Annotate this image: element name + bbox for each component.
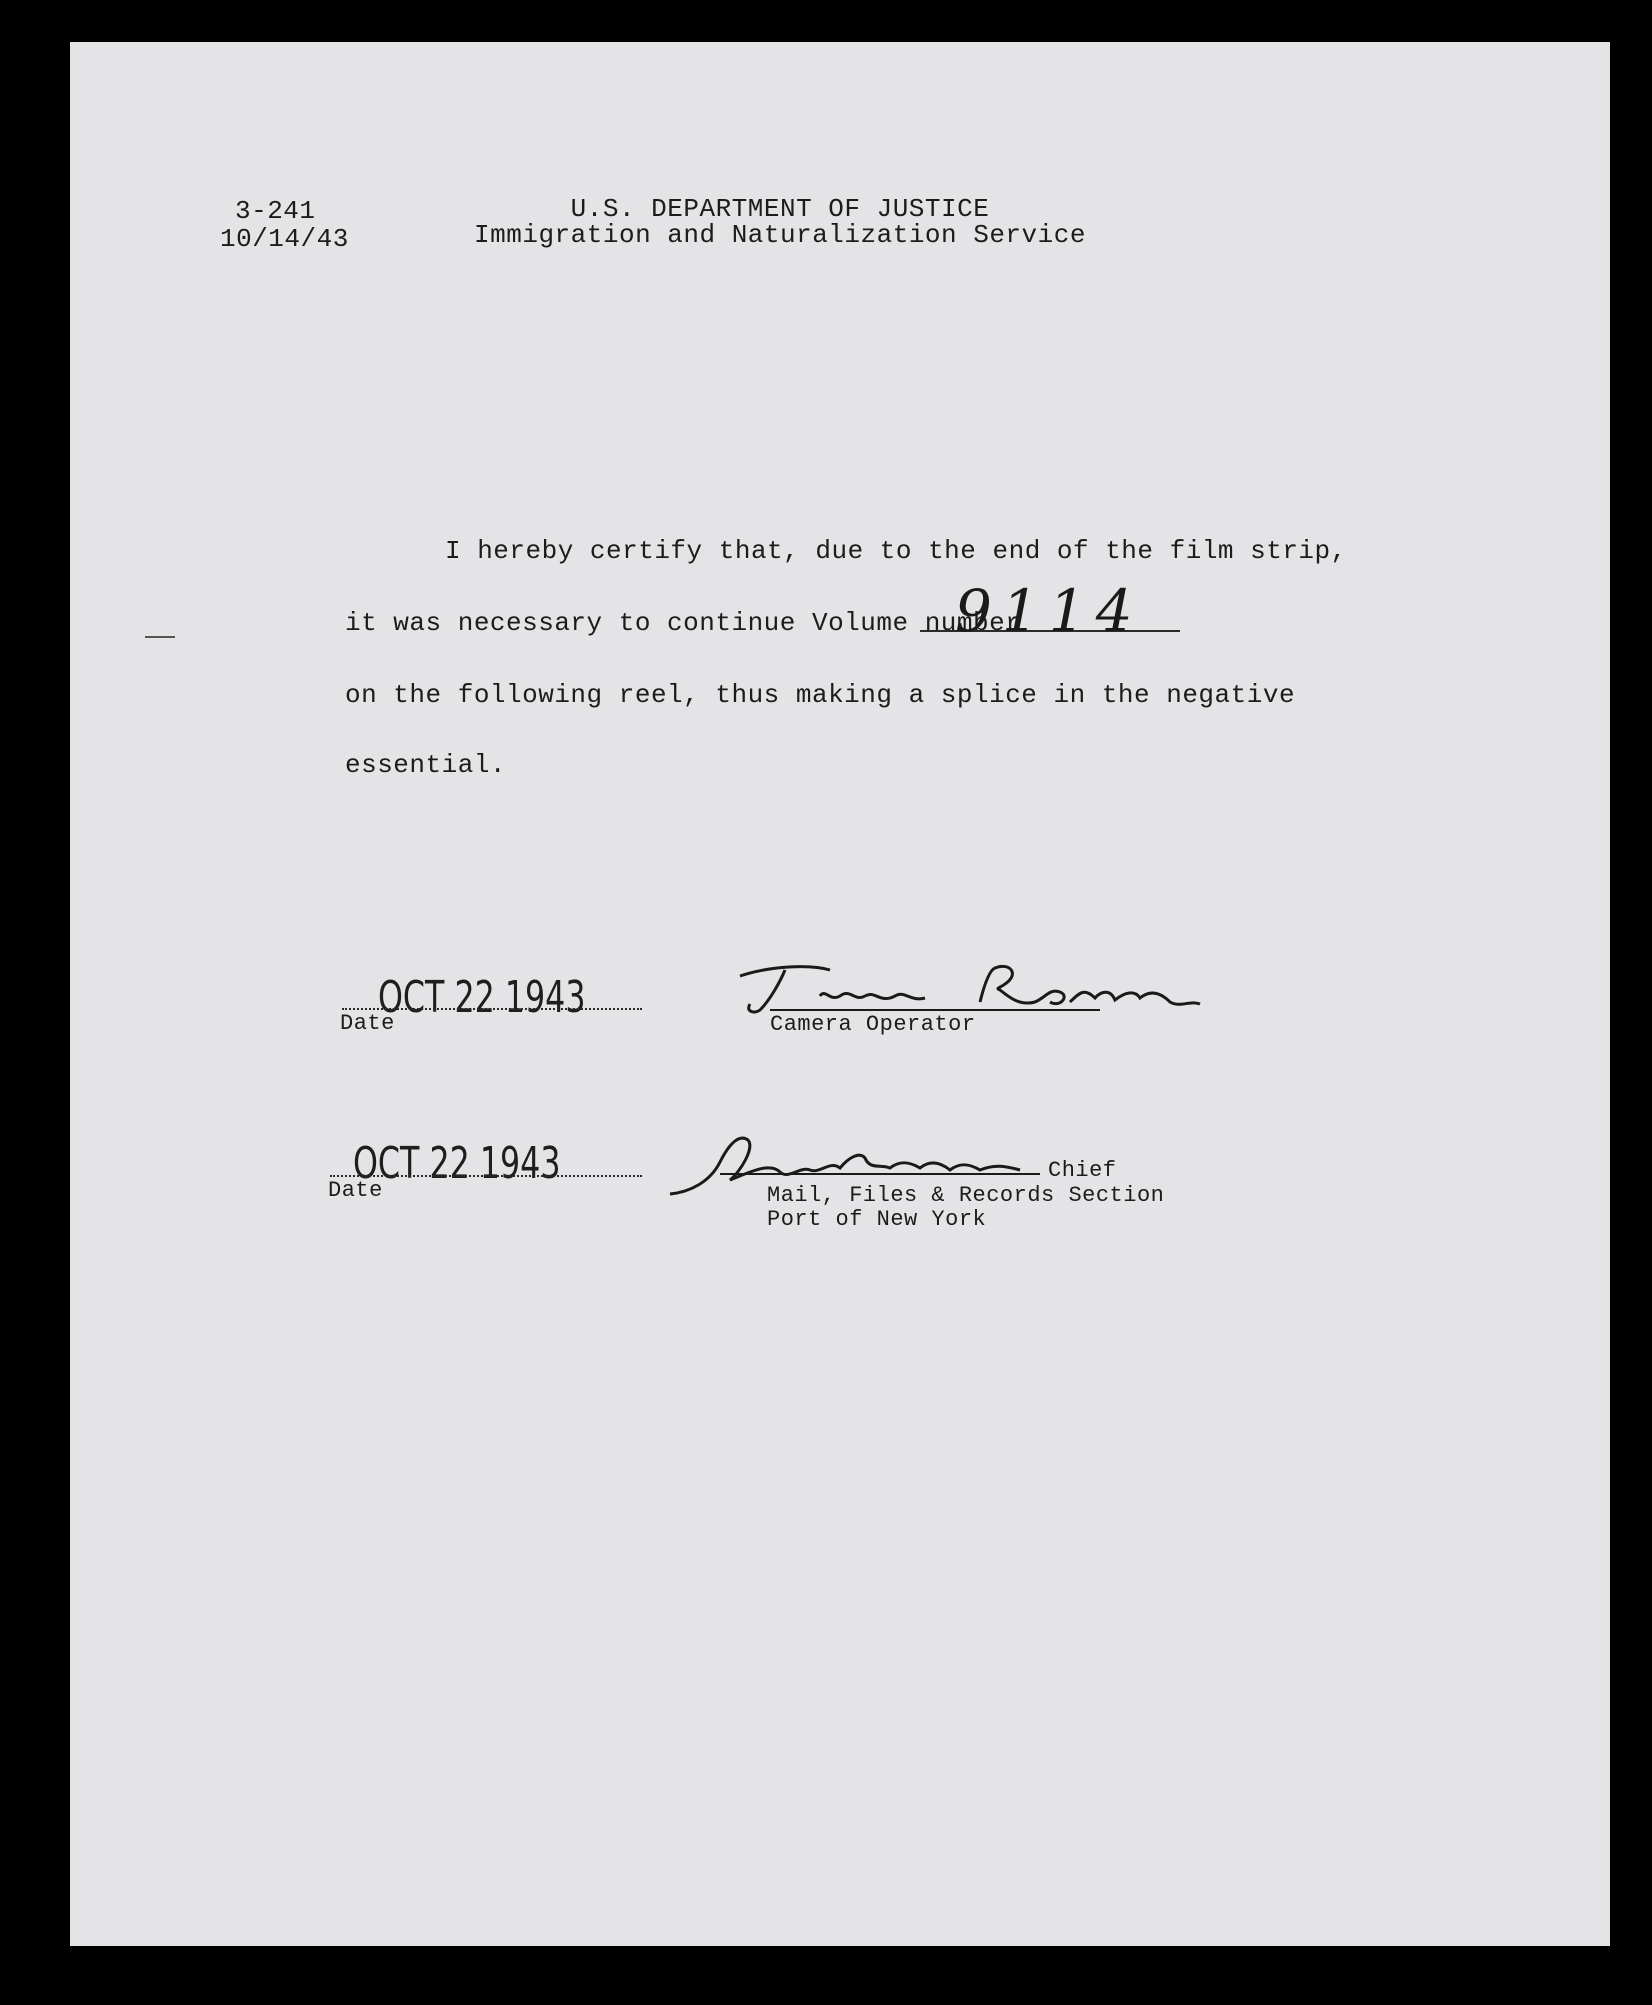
date-stamp-2: OCT 22 1943 [353, 1138, 561, 1189]
form-date: 10/14/43 [220, 224, 349, 254]
date-label-2: Date [328, 1178, 383, 1203]
signature-title-1: Camera Operator [770, 1012, 976, 1037]
date-line-2 [330, 1175, 642, 1177]
volume-number-handwritten: 9114 [955, 577, 1143, 645]
certification-line-1: I hereby certify that, due to the end of the film strip, [445, 536, 1347, 566]
department-heading: U.S. DEPARTMENT OF JUSTICE [570, 194, 990, 224]
signature-title-2-port: Port of New York [767, 1207, 987, 1232]
date-label-1: Date [340, 1011, 395, 1036]
service-heading: Immigration and Naturalization Service [474, 220, 1086, 250]
margin-mark [145, 636, 175, 638]
signature-title-2-section: Mail, Files & Records Section [767, 1183, 1165, 1208]
date-line-1 [342, 1008, 642, 1010]
signature-title-2-chief: Chief [1048, 1158, 1117, 1183]
certification-line-2: it was necessary to continue Volume number [345, 608, 1022, 638]
certification-line-4: essential. [345, 750, 507, 780]
certification-line-3: on the following reel, thus making a splice in the negative [345, 680, 1296, 710]
date-stamp-1: OCT 22 1943 [378, 972, 586, 1023]
document-page [70, 42, 1610, 1946]
form-number: 3-241 [235, 196, 316, 226]
